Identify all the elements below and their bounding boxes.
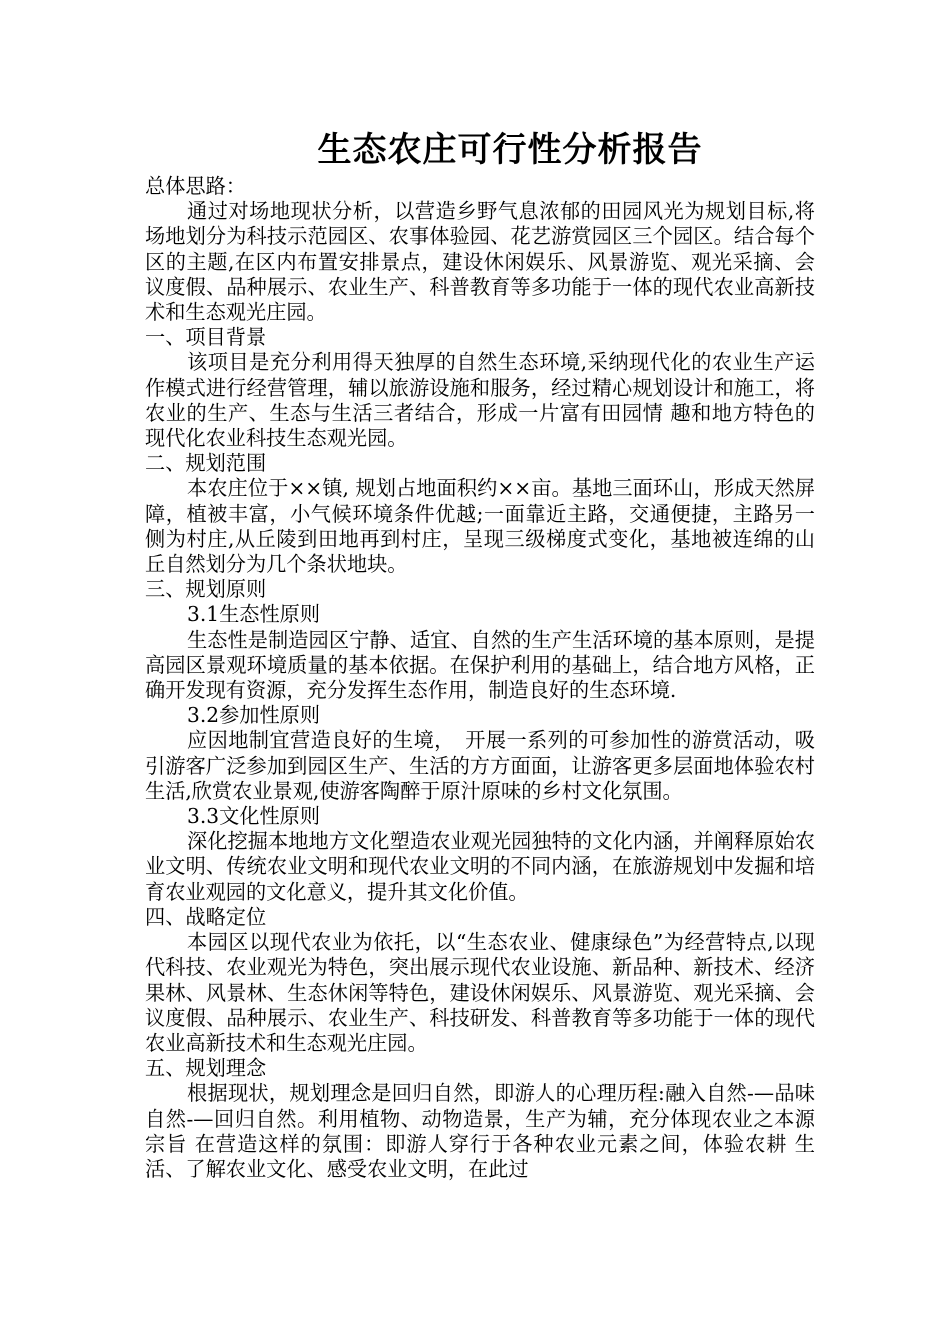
section-heading: 二、规划范围 (145, 451, 267, 476)
document-body (145, 174, 815, 1182)
section-heading: 五、规划理念 (145, 1056, 267, 1081)
body-paragraph: 根据现状，规划理念是回归自然，即游人的心理历程:融入自然-—品味自然-—回归自然。利用植物、动物造景，生产为辅，充分体现农业之本源宗旨 在营造这样的氛围：即游人穿行于各种农业元素之间，体验农耕 生活、了解农业文化、感受农业文明，在此过 (145, 1081, 815, 1181)
subsection-heading: 3.3文化性原则 (187, 804, 321, 829)
body-paragraph: 生态性是制造园区宁静、适宜、自然的生产生活环境的基本原则，是提高园区景观环境质量的基本依据。在保护利用的基础上，结合地方风格，正确开发现有资源，充分发挥生态作用，制造良好的生态环境. (145, 627, 815, 703)
subsection-heading: 3.1生态性原则 (187, 602, 321, 627)
body-paragraph: 本园区以现代农业为依托，以“生态农业、健康绿色”为经营特点,以现代科技、农业观光为特色，突出展示现代农业设施、新品种、新技术、经济果林、风景林、生态休闲等特色，建设休闲娱乐、风景游览、观光采摘、会议度假、品种展示、农业生产、科技研发、科普教育等多功能于一体的现代农业高新技术和生态观光庄园。 (145, 930, 815, 1055)
body-paragraph: 该项目是充分利用得天独厚的自然生态环境,采纳现代化的农业生产运作模式进行经营管理，辅以旅游设施和服务，经过精心规划设计和施工，将农业的生产、生态与生活三者结合，形成一片富有田园情 趣和地方特色的现代化农业科技生态观光园。 (145, 350, 815, 451)
section-heading: 三、规划原则 (145, 577, 267, 602)
section-heading: 总体思路： (145, 174, 246, 198)
subsection-heading: 3.2参加性原则 (187, 703, 321, 728)
section-heading: 四、战略定位 (145, 904, 267, 929)
body-paragraph: 通过对场地现状分析，以营造乡野气息浓郁的田园风光为规划目标,将场地划分为科技示范园区、农事体验园、花艺游赏园区三个园区。结合每个区的主题,在区内布置安排景点，建设休闲娱乐、风景游览、观光采摘、会议度假、品种展示、农业生产、科普教育等多功能于一体的现代农业高新技术和生态观光庄园。 (145, 199, 815, 325)
section-heading: 一、项目背景 (145, 325, 267, 350)
body-paragraph: 本农庄位于××镇, 规划占地面积约××亩。基地三面环山，形成天然屏障，植被丰富，小气候环境条件优越;一面靠近主路，交通便捷，主路另一侧为村庄,从丘陵到田地再到村庄，呈现三级梯度式变化，基地被连绵的山丘自然划分为几个条状地块。 (145, 476, 815, 577)
body-paragraph: 深化挖掘本地地方文化塑造农业观光园独特的文化内涵，并阐释原始农业文明、传统农业文明和现代农业文明的不同内涵，在旅游规划中发掘和培育农业观园的文化意义，提升其文化价值。 (145, 829, 815, 904)
body-paragraph: 应因地制宜营造良好的生境， 开展一系列的可参加性的游赏活动，吸引游客广泛参加到园区生产、生活的方方面面，让游客更多层面地体验农村生活,欣赏农业景观,使游客陶醉于原汁原味的乡村文化氛围。 (145, 728, 815, 803)
document-title: 生态农庄可行性分析报告 (317, 130, 703, 170)
